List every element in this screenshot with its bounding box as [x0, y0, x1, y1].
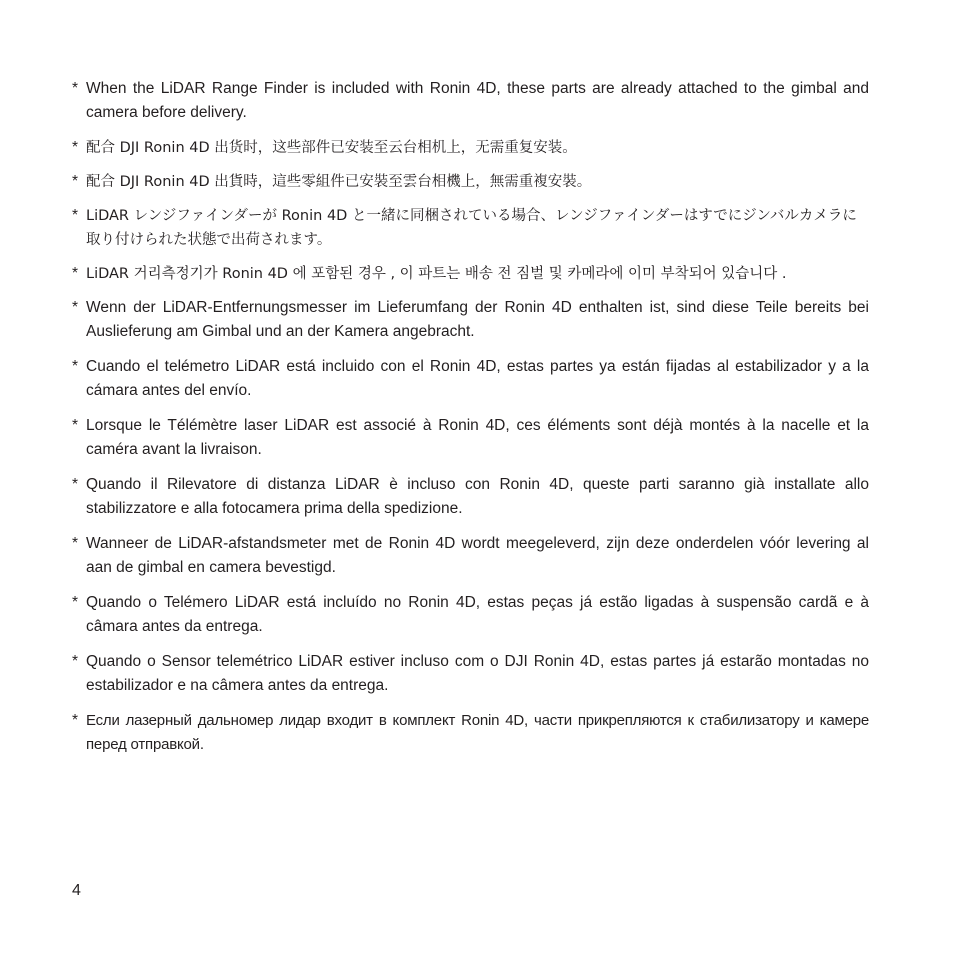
- note-text: When the LiDAR Range Finder is included with Ronin 4D, these parts are already attached to the gimbal and camera before delivery.: [86, 80, 869, 121]
- note-italian: [72, 473, 869, 521]
- note-spanish: [72, 355, 869, 403]
- note-text: Wenn der LiDAR-Entfernungsmesser im Lieferumfang der Ronin 4D enthalten ist, sind diese Teile bereits bei Auslieferung am Gimbal und an der Kamera angebracht.: [86, 299, 869, 340]
- note-text: Quando o Sensor telemétrico LiDAR estiver incluso com o DJI Ronin 4D, estas partes já estarão montadas no estabilizador e na câmera antes da entrega.: [86, 653, 869, 694]
- bullet-asterisk: *: [72, 594, 79, 611]
- bullet-asterisk: *: [72, 417, 79, 434]
- note-korean: [72, 262, 869, 286]
- note-japanese: [72, 204, 869, 252]
- note-text: Если лазерный дальномер лидар входит в комплект Ronin 4D, части прикрепляются к стабилизатору и камере перед отправкой.: [86, 712, 869, 753]
- bullet-asterisk: *: [72, 139, 79, 156]
- bullet-asterisk: *: [72, 207, 79, 224]
- note-text: LiDAR 거리측정기가 Ronin 4D 에 포함된 경우 , 이 파트는 배송 전 짐벌 및 카메라에 이미 부착되어 있습니다 .: [86, 266, 787, 282]
- bullet-asterisk: *: [72, 476, 79, 493]
- note-portuguese-portugal: [72, 591, 869, 639]
- bullet-asterisk: *: [72, 358, 79, 375]
- bullet-asterisk: *: [72, 265, 79, 282]
- note-english: [72, 77, 869, 125]
- note-german: [72, 296, 869, 344]
- note-text: LiDAR レンジファインダーが Ronin 4D と一緒に同梱されている場合、レンジファインダーはすでにジンバルカメラに取り付けられた状態で出荷されます。: [86, 208, 857, 248]
- note-simplified-chinese: [72, 136, 869, 160]
- bullet-asterisk: *: [72, 80, 79, 97]
- note-text: Cuando el telémetro LiDAR está incluido con el Ronin 4D, estas partes ya están fijadas al estabilizador y a la cámara antes del envío.: [86, 358, 869, 399]
- note-text: Lorsque le Télémètre laser LiDAR est associé à Ronin 4D, ces éléments sont déjà montés à la nacelle et la caméra avant la livraison.: [86, 417, 869, 458]
- note-traditional-chinese: [72, 170, 869, 194]
- note-text: 配合 DJI Ronin 4D 出貨時，這些零組件已安裝至雲台相機上，無需重複安裝。: [86, 174, 592, 190]
- multilingual-notes-list: [72, 77, 869, 768]
- bullet-asterisk: *: [72, 653, 79, 670]
- note-text: 配合 DJI Ronin 4D 出货时，这些部件已安装至云台相机上，无需重复安装。: [86, 140, 577, 156]
- bullet-asterisk: *: [72, 535, 79, 552]
- bullet-asterisk: *: [72, 173, 79, 190]
- note-text: Wanneer de LiDAR-afstandsmeter met de Ronin 4D wordt meegeleverd, zijn deze onderdelen vóór levering al aan de gimbal en camera bevestigd.: [86, 535, 869, 576]
- note-text: Quando il Rilevatore di distanza LiDAR è incluso con Ronin 4D, queste parti saranno già installate allo stabilizzatore e alla fotocamera prima della spedizione.: [86, 476, 869, 517]
- note-french: [72, 414, 869, 462]
- note-text: Quando o Telémero LiDAR está incluído no Ronin 4D, estas peças já estão ligadas à suspensão cardã e à câmara antes da entrega.: [86, 594, 869, 635]
- note-portuguese-brazil: [72, 650, 869, 698]
- bullet-asterisk: *: [72, 299, 79, 316]
- bullet-asterisk: *: [72, 712, 78, 729]
- note-dutch: [72, 532, 869, 580]
- page-number: 4: [72, 882, 81, 899]
- note-russian: [72, 709, 869, 757]
